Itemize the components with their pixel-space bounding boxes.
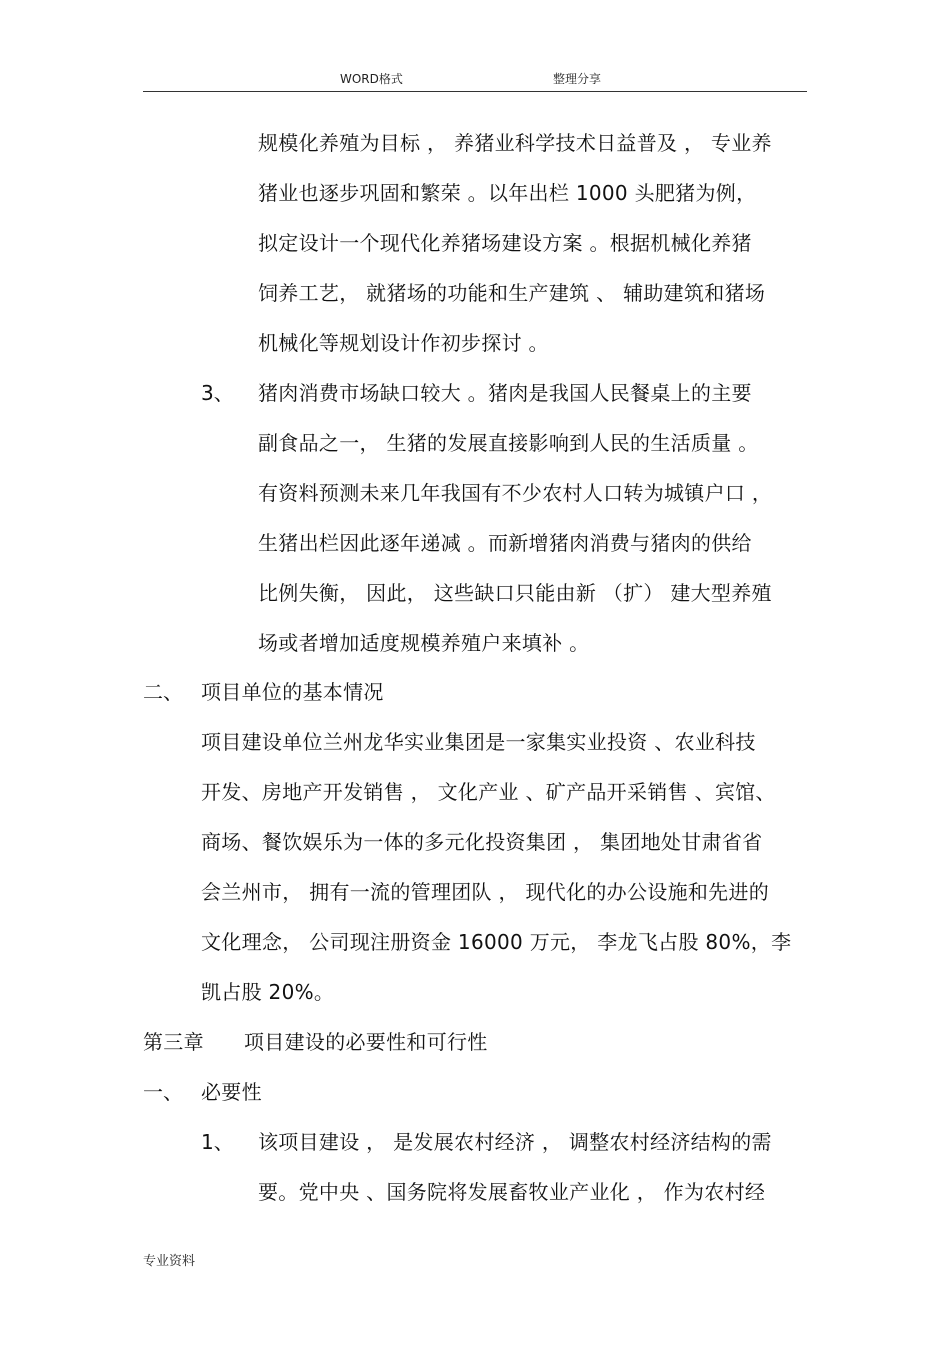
paragraph-line: 有资料预测未来几年我国有不少农村人口转为城镇户口 ，: [258, 481, 773, 505]
paragraph-line: 文化理念， 公司现注册资金 16000 万元， 李龙飞占股 80%，李: [201, 930, 792, 954]
paragraph-line: 商场、餐饮娱乐为一体的多元化投资集团 ， 集团地处甘肃省省: [201, 830, 763, 854]
item-1-number: 1、: [201, 1130, 234, 1154]
paragraph-line: 拟定设计一个现代化养猪场建设方案 。根据机械化养猪: [258, 231, 752, 255]
header-right-text: 整理分享: [553, 72, 602, 86]
paragraph-line: 要。党中央 、国务院将发展畜牧业产业化 ， 作为农村经: [258, 1180, 766, 1204]
paragraph-line: 机械化等规划设计作初步探讨 。: [258, 331, 549, 355]
subsection-1-number: 一、: [143, 1080, 183, 1104]
paragraph-line: 该项目建设 ， 是发展农村经济 ， 调整农村经济结构的需: [258, 1130, 772, 1154]
paragraph-line: 场或者增加适度规模养殖户来填补 。: [258, 631, 590, 655]
paragraph-line: 比例失衡， 因此， 这些缺口只能由新 （扩） 建大型养殖: [258, 581, 772, 605]
section-2-number: 二、: [143, 680, 183, 704]
section-2-title: 项目单位的基本情况: [201, 680, 384, 704]
item-3-number: 3、: [201, 381, 234, 405]
paragraph-line: 凯占股 20%。: [201, 980, 335, 1004]
paragraph-line: 项目建设单位兰州龙华实业集团是一家集实业投资 、农业科技: [201, 730, 756, 754]
page-footer: 专业资料: [143, 1254, 196, 1269]
chapter-3-label: 第三章: [143, 1030, 204, 1054]
paragraph-line: 饲养工艺， 就猪场的功能和生产建筑 、 辅助建筑和猪场: [258, 281, 766, 305]
paragraph-line: 会兰州市， 拥有一流的管理团队 ， 现代化的办公设施和先进的: [201, 880, 770, 904]
paragraph-line: 生猪出栏因此逐年递减 。而新增猪肉消费与猪肉的供给: [258, 531, 752, 555]
paragraph-line: 猪肉消费市场缺口较大 。猪肉是我国人民餐桌上的主要: [258, 381, 752, 405]
paragraph-line: 副食品之一， 生猪的发展直接影响到人民的生活质量 。: [258, 431, 759, 455]
subsection-1-title: 必要性: [201, 1080, 262, 1104]
header-left-text: WORD格式: [340, 72, 403, 86]
paragraph-line: 猪业也逐步巩固和繁荣 。以年出栏 1000 头肥猪为例，: [258, 181, 757, 205]
header-divider: [143, 91, 807, 92]
chapter-3-title: 项目建设的必要性和可行性: [244, 1030, 488, 1054]
paragraph-line: 规模化养殖为目标 ， 养猪业科学技术日益普及 ， 专业养: [258, 131, 772, 155]
paragraph-line: 开发、房地产开发销售 ， 文化产业 、矿产品开采销售 、宾馆、: [201, 780, 776, 804]
